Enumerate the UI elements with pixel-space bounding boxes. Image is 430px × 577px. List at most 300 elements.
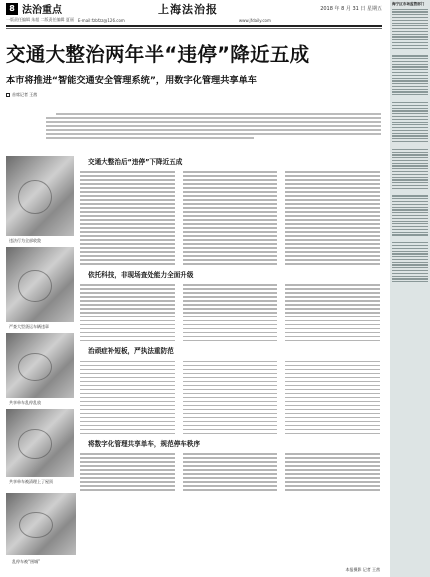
text-line <box>80 381 175 383</box>
text-line <box>80 203 175 205</box>
sidebar-text-line <box>392 229 428 230</box>
sidebar-text-line <box>392 177 428 178</box>
text-line <box>183 308 278 310</box>
photo-caption: 共享单车被清理上了屋顶 <box>9 479 53 484</box>
text-line <box>285 373 380 375</box>
sidebar-text-line <box>392 215 428 216</box>
text-line <box>183 284 278 286</box>
sidebar-text-line <box>392 212 428 213</box>
sidebar-text-line <box>392 78 428 79</box>
text-line <box>183 381 278 383</box>
text-line <box>80 385 175 387</box>
text-line <box>80 199 175 201</box>
byline-box-icon <box>6 93 10 97</box>
bicycle-photo <box>6 333 74 398</box>
text-line <box>183 361 278 363</box>
sidebar-text-line <box>392 248 428 249</box>
sidebar-text-line <box>392 185 428 186</box>
text-line <box>183 389 278 391</box>
email: E-mail:fzbfzz@126.com <box>77 17 125 23</box>
text-line <box>183 453 278 455</box>
text-line <box>80 425 175 427</box>
masthead-brand: 上海法治报 <box>158 2 218 16</box>
text-line <box>285 365 380 367</box>
text-line <box>285 377 380 379</box>
text-line <box>183 215 278 217</box>
sidebar-text-line <box>392 209 428 210</box>
sidebar-text-line <box>392 270 428 271</box>
text-line <box>183 175 278 177</box>
text-line <box>80 453 175 455</box>
photo-caption: 共享单车乱停乱放 <box>9 400 41 405</box>
text-line <box>183 243 278 245</box>
text-line <box>183 312 278 314</box>
text-line <box>183 489 278 491</box>
text-line <box>183 324 278 326</box>
text-line <box>183 211 278 213</box>
text-line <box>80 433 175 435</box>
sidebar-text-line <box>392 9 428 10</box>
text-line <box>285 263 380 265</box>
sidebar-text-line <box>392 113 428 114</box>
text-line <box>183 417 278 419</box>
text-line <box>285 251 380 253</box>
text-line <box>80 292 175 294</box>
text-line <box>80 489 175 491</box>
text-line <box>285 340 380 342</box>
text-line <box>80 300 175 302</box>
text-line <box>285 413 380 415</box>
text-line <box>285 203 380 205</box>
text-line <box>46 121 381 123</box>
text-line <box>183 373 278 375</box>
text-line <box>285 292 380 294</box>
text-line <box>285 361 380 363</box>
photo-caption: 乱停车被“围城” <box>12 559 41 564</box>
sidebar-text-line <box>392 127 428 128</box>
text-line <box>80 481 175 483</box>
text-line <box>285 255 380 257</box>
text-line <box>183 304 278 306</box>
text-line <box>46 125 381 127</box>
text-line <box>183 292 278 294</box>
sidebar-text-line <box>392 157 428 158</box>
sidebar-text-line <box>392 75 428 76</box>
text-line <box>285 316 380 318</box>
sidebar-text-line <box>392 130 428 131</box>
sidebar-text-line <box>392 273 428 274</box>
sidebar-text-line <box>392 182 428 183</box>
column-block <box>80 451 380 491</box>
text-line <box>183 385 278 387</box>
truck-photo <box>6 247 74 322</box>
text-line <box>285 381 380 383</box>
sidebar-text-line <box>392 58 428 59</box>
text-line <box>183 191 278 193</box>
subheadline: 本市将推进“智能交通安全管理系统”，用数字化管理共享单车 <box>6 75 257 86</box>
text-line <box>285 187 380 189</box>
text-line <box>285 393 380 395</box>
text-line <box>80 207 175 209</box>
text-line <box>183 332 278 334</box>
sidebar-text-line <box>392 102 428 103</box>
text-line <box>183 320 278 322</box>
sidebar-text-line <box>392 28 428 29</box>
text-line <box>80 365 175 367</box>
text-line <box>80 215 175 217</box>
text-line <box>285 219 380 221</box>
text-line <box>80 465 175 467</box>
text-line <box>285 235 380 237</box>
text-line <box>183 473 278 475</box>
text-line <box>285 473 380 475</box>
text-line <box>46 117 381 119</box>
header-rule-thin <box>6 28 382 29</box>
text-line <box>285 195 380 197</box>
issue-date: 2018 年 8 月 31 日 星期五 <box>320 6 382 12</box>
text-line <box>80 255 175 257</box>
text-line <box>183 429 278 431</box>
text-line <box>80 389 175 391</box>
text-line <box>80 405 175 407</box>
street-photo <box>6 156 74 236</box>
text-line <box>183 219 278 221</box>
bike-pile-photo <box>6 409 74 477</box>
text-line <box>80 259 175 261</box>
text-line <box>80 373 175 375</box>
sidebar-text-line <box>392 251 428 252</box>
text-line <box>80 369 175 371</box>
text-line <box>80 211 175 213</box>
text-line <box>80 223 175 225</box>
text-line <box>183 336 278 338</box>
text-line <box>183 469 278 471</box>
text-line <box>183 239 278 241</box>
text-line <box>183 409 278 411</box>
text-line <box>80 336 175 338</box>
sidebar-text-line <box>392 174 428 175</box>
sidebar-text-line <box>392 45 428 46</box>
sub-header <box>6 17 382 23</box>
text-line <box>183 421 278 423</box>
sidebar-text-line <box>392 256 428 257</box>
text-line <box>183 477 278 479</box>
text-line <box>80 340 175 342</box>
text-line <box>285 332 380 334</box>
sidebar-text-line <box>392 253 428 254</box>
text-line <box>183 397 278 399</box>
text-line <box>80 401 175 403</box>
sidebar-text-line <box>392 110 428 111</box>
text-line <box>80 324 175 326</box>
sidebar-text-line <box>392 135 428 136</box>
text-line <box>80 187 175 189</box>
text-line <box>183 485 278 487</box>
text-line <box>183 255 278 257</box>
sidebar-text-line <box>392 108 428 109</box>
text-line <box>80 219 175 221</box>
text-line <box>183 187 278 189</box>
sidebar-text-line <box>392 66 428 67</box>
text-line <box>80 312 175 314</box>
text-line <box>183 365 278 367</box>
sidebar-text-line <box>392 31 428 32</box>
text-line <box>80 485 175 487</box>
text-line <box>46 133 381 135</box>
sidebar-text-line <box>392 64 428 65</box>
sidebar-title: 海宁区市场监管部门 <box>392 2 425 6</box>
text-line <box>80 377 175 379</box>
sidebar-text-line <box>392 281 428 282</box>
sidebar-text-line <box>392 204 428 205</box>
text-line <box>183 433 278 435</box>
text-line <box>183 413 278 415</box>
text-line <box>183 316 278 318</box>
text-line <box>183 425 278 427</box>
text-line <box>285 300 380 302</box>
sidebar-text-line <box>392 91 428 92</box>
text-line <box>80 461 175 463</box>
text-line <box>183 199 278 201</box>
text-line <box>80 296 175 298</box>
text-line <box>285 308 380 310</box>
sidebar-text-line <box>392 264 428 265</box>
sidebar-text-line <box>392 36 428 37</box>
text-line <box>183 405 278 407</box>
sidebar-text-line <box>392 276 428 277</box>
text-line <box>285 175 380 177</box>
sidebar-text-line <box>392 168 428 169</box>
article-subtitle: 治顽症补短板，严执法重防范 <box>88 347 174 356</box>
sidebar-text-line <box>392 259 428 260</box>
sidebar-text-line <box>392 133 428 134</box>
text-line <box>80 284 175 286</box>
sidebar-text-line <box>392 232 428 233</box>
text-line <box>285 328 380 330</box>
text-line <box>285 336 380 338</box>
section-name: 法治重点 <box>22 5 62 16</box>
text-line <box>285 453 380 455</box>
article-subtitle: 将数字化管理共享单车，规范停车秩序 <box>88 440 201 449</box>
text-line <box>285 465 380 467</box>
text-line <box>80 195 175 197</box>
text-line <box>183 401 278 403</box>
text-line <box>80 409 175 411</box>
sidebar-text-line <box>392 138 428 139</box>
text-line <box>80 316 175 318</box>
sidebar-text-line <box>392 198 428 199</box>
sidebar-text-line <box>392 72 428 73</box>
text-line <box>285 191 380 193</box>
text-line <box>285 417 380 419</box>
text-line <box>285 312 380 314</box>
text-line <box>46 137 254 139</box>
text-line <box>80 393 175 395</box>
sidebar-text-line <box>392 154 428 155</box>
text-line <box>80 179 175 181</box>
article-body <box>80 152 380 491</box>
text-line <box>285 211 380 213</box>
text-line <box>285 231 380 233</box>
sidebar-text-line <box>392 171 428 172</box>
sidebar-text-line <box>392 80 428 81</box>
text-line <box>285 481 380 483</box>
text-line <box>285 477 380 479</box>
text-line <box>183 263 278 265</box>
text-line <box>80 243 175 245</box>
text-line <box>80 288 175 290</box>
column-block <box>80 358 380 434</box>
text-line <box>285 489 380 491</box>
text-line <box>285 215 380 217</box>
parking-lot-photo <box>6 493 76 555</box>
text-line <box>285 461 380 463</box>
column-block <box>80 282 380 342</box>
sidebar-text-line <box>392 163 428 164</box>
text-line <box>183 393 278 395</box>
sidebar-text-line <box>392 226 428 227</box>
text-line <box>183 223 278 225</box>
text-line <box>80 251 175 253</box>
text-line <box>183 377 278 379</box>
sidebar-text-line <box>392 278 428 279</box>
text-line <box>285 421 380 423</box>
text-line <box>285 409 380 411</box>
photo-column <box>6 156 74 488</box>
sidebar-text-line <box>392 119 428 120</box>
text-line <box>285 239 380 241</box>
text-line <box>80 247 175 249</box>
text-line <box>183 227 278 229</box>
sidebar-text-line <box>392 83 428 84</box>
notice-sidebar <box>390 0 430 577</box>
sidebar-text-line <box>392 86 428 87</box>
article-subtitle: 交通大整治后“违停”下降近五成 <box>88 158 183 166</box>
text-line <box>80 397 175 399</box>
text-line <box>285 183 380 185</box>
text-line <box>46 129 381 131</box>
sidebar-text-line <box>392 25 428 26</box>
text-line <box>285 389 380 391</box>
text-line <box>80 263 175 265</box>
sidebar-text-line <box>392 11 428 12</box>
text-line <box>80 361 175 363</box>
column-block <box>80 169 380 265</box>
sidebar-text-line <box>392 179 428 180</box>
sidebar-text-line <box>392 195 428 196</box>
text-line <box>183 465 278 467</box>
text-line <box>183 481 278 483</box>
text-line <box>80 231 175 233</box>
text-line <box>285 401 380 403</box>
text-line <box>285 425 380 427</box>
text-line <box>183 457 278 459</box>
text-line <box>80 332 175 334</box>
sidebar-text-line <box>392 116 428 117</box>
text-line <box>80 304 175 306</box>
photo-caption: 严查大型货运车辆违章 <box>9 324 49 329</box>
sidebar-text-line <box>392 89 428 90</box>
sidebar-text-line <box>392 20 428 21</box>
text-line <box>80 320 175 322</box>
text-line <box>285 324 380 326</box>
text-line <box>183 340 278 342</box>
text-line <box>80 175 175 177</box>
text-line <box>80 328 175 330</box>
text-line <box>183 183 278 185</box>
text-line <box>285 433 380 435</box>
text-line <box>285 296 380 298</box>
text-line <box>285 288 380 290</box>
sidebar-text-line <box>392 122 428 123</box>
sidebar-text-line <box>392 207 428 208</box>
sidebar-text-line <box>392 223 428 224</box>
text-line <box>285 259 380 261</box>
text-line <box>183 203 278 205</box>
text-line <box>183 300 278 302</box>
text-line <box>80 457 175 459</box>
sidebar-text-line <box>392 42 428 43</box>
sidebar-text-line <box>392 69 428 70</box>
text-line <box>80 191 175 193</box>
text-line <box>285 429 380 431</box>
text-line <box>285 179 380 181</box>
text-line <box>80 239 175 241</box>
text-line <box>285 469 380 471</box>
text-line <box>80 183 175 185</box>
photo-caption: 违法行为全部收敛 <box>9 238 41 243</box>
text-line <box>285 405 380 407</box>
text-line <box>285 369 380 371</box>
byline: 首席记者 王茜 <box>6 92 382 98</box>
text-line <box>80 235 175 237</box>
text-line <box>285 284 380 286</box>
text-line <box>183 369 278 371</box>
sidebar-text-line <box>392 34 428 35</box>
text-line <box>285 385 380 387</box>
article-subtitle: 依托科技，非现场查处能力全面升级 <box>88 270 194 279</box>
text-line <box>80 413 175 415</box>
text-line <box>285 227 380 229</box>
text-line <box>183 296 278 298</box>
website-url: www.jfdaily.com <box>238 17 271 23</box>
sidebar-text-line <box>392 245 428 246</box>
photo-credit: 本报摄影 记者 王茜 <box>345 567 380 572</box>
text-line <box>285 457 380 459</box>
sidebar-text-line <box>392 61 428 62</box>
text-line <box>183 461 278 463</box>
text-line <box>80 473 175 475</box>
sidebar-text-line <box>392 124 428 125</box>
text-line <box>183 207 278 209</box>
page-number: 8 <box>6 3 18 15</box>
text-line <box>80 429 175 431</box>
headline: 交通大整治两年半“违停”降近五成 <box>6 43 310 66</box>
text-line <box>80 417 175 419</box>
text-line <box>183 179 278 181</box>
text-line <box>183 171 278 173</box>
sidebar-text-line <box>392 149 428 150</box>
text-line <box>80 421 175 423</box>
sidebar-text-line <box>392 201 428 202</box>
editor-line: 一版责任编辑 朱超 二版责任编辑 夏丽 <box>6 17 74 22</box>
sidebar-text-line <box>392 105 428 106</box>
header-rule <box>6 25 382 27</box>
text-line <box>285 223 380 225</box>
sidebar-text-line <box>392 165 428 166</box>
text-line <box>80 308 175 310</box>
text-line <box>285 397 380 399</box>
